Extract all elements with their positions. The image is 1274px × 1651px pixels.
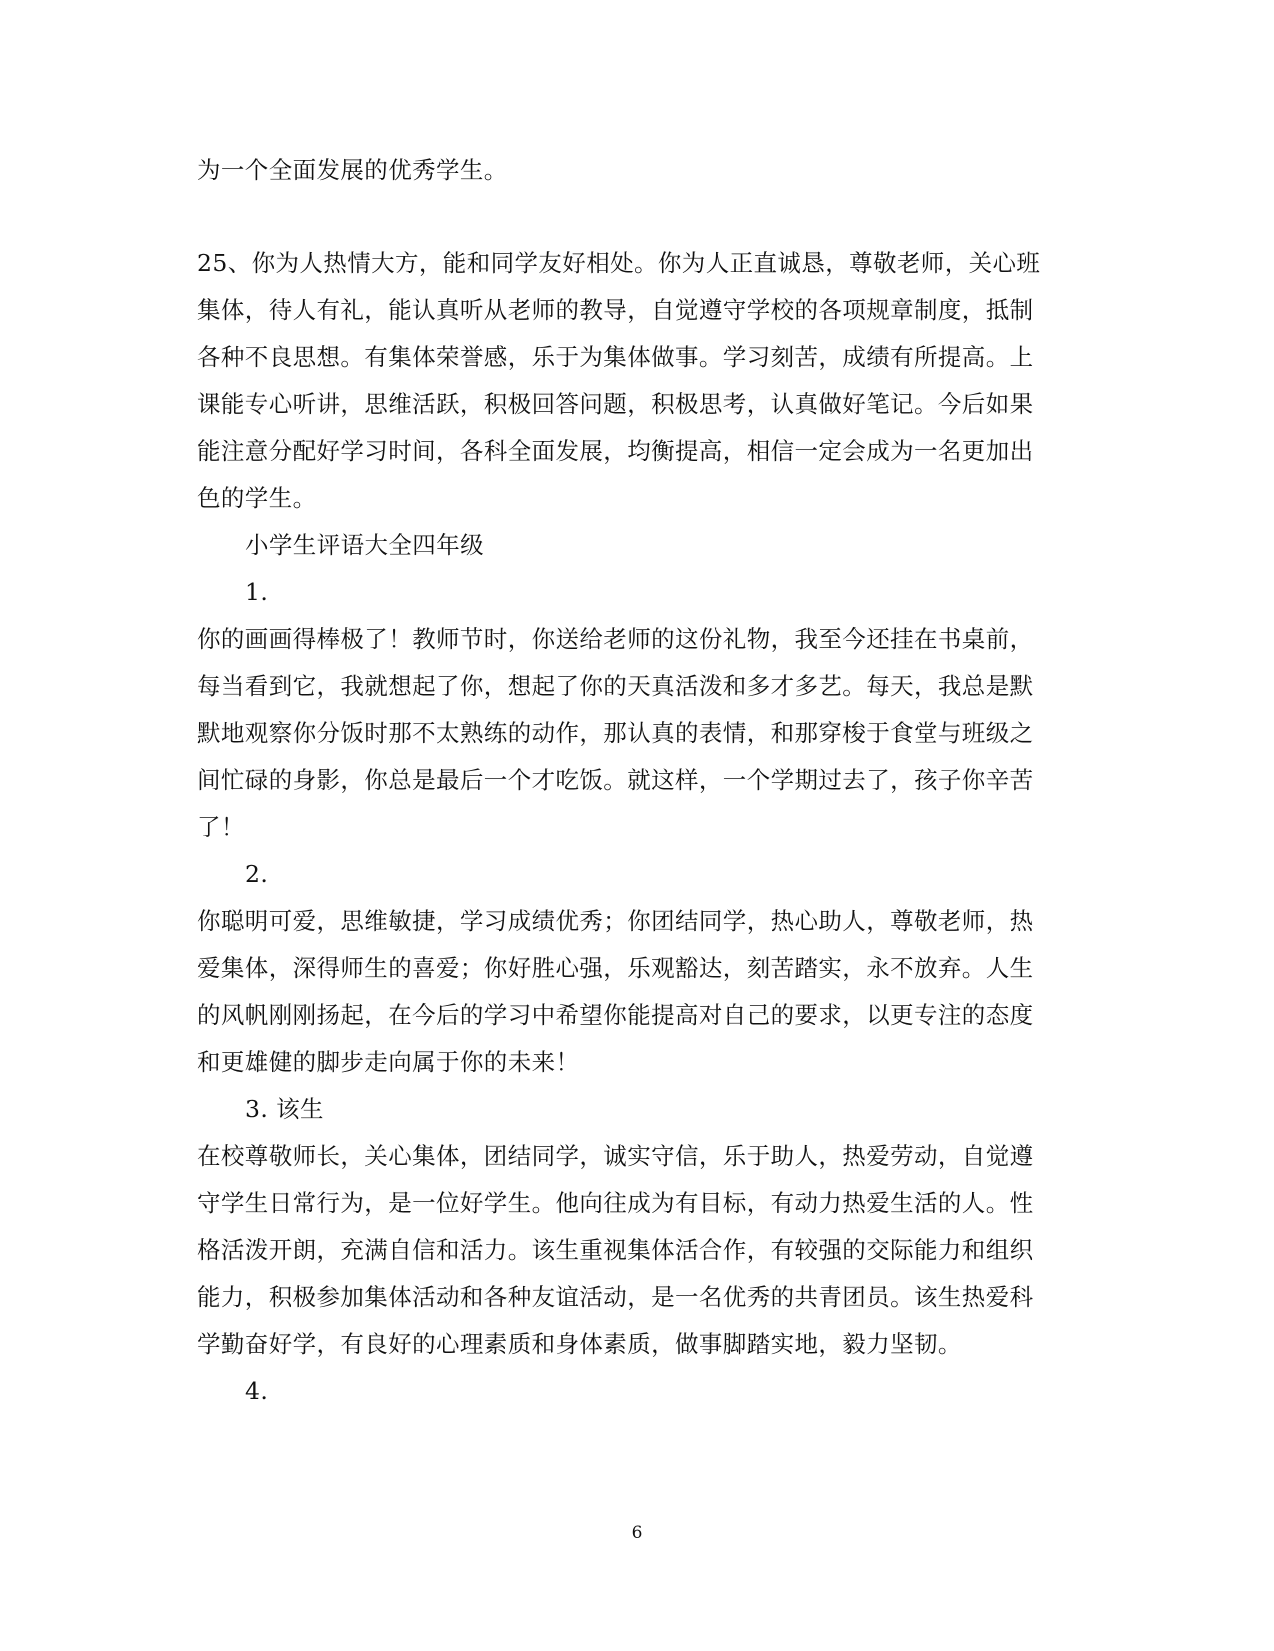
text-line: 默地观察你分饭时那不太熟练的动作，那认真的表情，和那穿梭于食堂与班级之 (197, 719, 1034, 747)
text-line: 守学生日常行为，是一位好学生。他向往成为有目标，有动力热爱生活的人。性 (197, 1189, 1034, 1217)
text-line: 间忙碌的身影，你总是最后一个才吃饭。就这样，一个学期过去了，孩子你辛苦 (197, 766, 1034, 794)
text-line: 和更雄健的脚步走向属于你的未来！ (197, 1048, 580, 1076)
text-line: 色的学生。 (197, 484, 317, 512)
text-line: 了！ (197, 813, 245, 841)
text-line: 你聪明可爱，思维敏捷，学习成绩优秀；你团结同学，热心助人，尊敬老师，热 (197, 907, 1034, 935)
text-line: 格活泼开朗，充满自信和活力。该生重视集体活合作，有较强的交际能力和组织 (197, 1236, 1034, 1264)
section-heading: 小学生评语大全四年级 (245, 531, 484, 559)
text-line: 你的画画得棒极了！教师节时，你送给老师的这份礼物，我至今还挂在书桌前， (197, 625, 1034, 653)
text-line: 25、你为人热情大方，能和同学友好相处。你为人正直诚恳，尊敬老师，关心班 (197, 249, 1041, 277)
text-line: 课能专心听讲，思维活跃，积极回答问题，积极思考，认真做好笔记。今后如果 (197, 390, 1034, 418)
text-line: 学勤奋好学，有良好的心理素质和身体素质，做事脚踏实地，毅力坚韧。 (197, 1330, 962, 1358)
text-line: 集体，待人有礼，能认真听从老师的教导，自觉遵守学校的各项规章制度，抵制 (197, 296, 1034, 324)
text-line: 各种不良思想。有集体荣誉感，乐于为集体做事。学习刻苦，成绩有所提高。上 (197, 343, 1034, 371)
item-number: 3. 该生 (245, 1095, 324, 1123)
text-line: 在校尊敬师长，关心集体，团结同学，诚实守信，乐于助人，热爱劳动，自觉遵 (197, 1142, 1034, 1170)
text-line: 的风帆刚刚扬起，在今后的学习中希望你能提高对自己的要求，以更专注的态度 (197, 1001, 1034, 1029)
item-number: 2. (245, 860, 269, 888)
text-line: 为一个全面发展的优秀学生。 (197, 156, 508, 184)
item-number: 1. (245, 578, 269, 606)
text-line: 能注意分配好学习时间，各科全面发展，均衡提高，相信一定会成为一名更加出 (197, 437, 1034, 465)
text-line: 爱集体，深得师生的喜爱；你好胜心强，乐观豁达，刻苦踏实，永不放弃。人生 (197, 954, 1034, 982)
page-number: 6 (631, 1523, 643, 1543)
item-number: 4. (245, 1377, 269, 1405)
text-line: 每当看到它，我就想起了你，想起了你的天真活泼和多才多艺。每天，我总是默 (197, 672, 1034, 700)
text-line: 能力，积极参加集体活动和各种友谊活动，是一名优秀的共青团员。该生热爱科 (197, 1283, 1034, 1311)
